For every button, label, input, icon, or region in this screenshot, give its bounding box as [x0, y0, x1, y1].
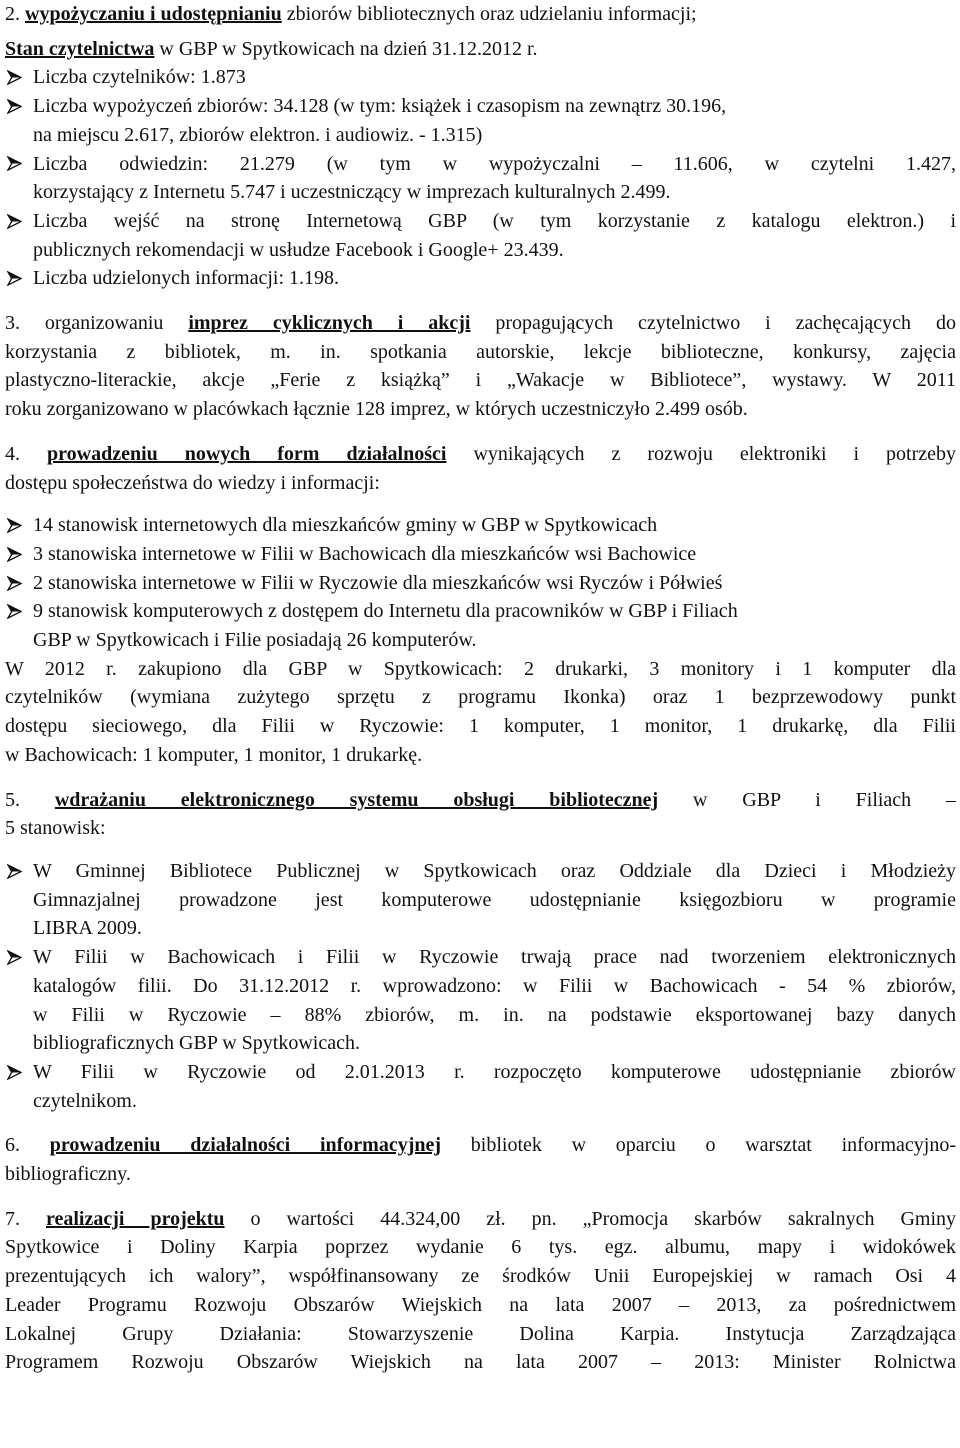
section-2-heading: [5, 0, 956, 29]
list-item-text: Liczba udzielonych informacji: 1.198.: [33, 267, 340, 290]
section-3-line: [5, 309, 956, 338]
list-item-text: bibliograficznych GBP w Spytkowicach.: [33, 1032, 360, 1055]
section-5-key-phrase: wdrażaniu elektronicznego systemu obsługi bibliotecznej: [54, 788, 659, 811]
section-3-line: plastyczno-literackie, akcje „Ferie z książką” i „Wakacje w Bibliotece”, wystawy. W 2011: [5, 369, 956, 392]
section-7-line: [5, 1205, 956, 1234]
section-number: 7.: [5, 1207, 20, 1230]
list-item-text: na miejscu 2.617, zbiorów elektron. i audiowiz. - 1.315): [33, 123, 483, 146]
section-6-text: bibliotek w oparciu o warsztat informacyjno-: [441, 1134, 956, 1157]
arrowhead-bullet-icon: [7, 207, 27, 236]
section-7-key-phrase: realizacji projektu: [45, 1207, 225, 1230]
list-item-text: 9 stanowisk komputerowych z dostępem do Internetu dla pracowników w GBP i Filiach: [33, 600, 738, 623]
section-4-line: dostępu sieciowego, dla Filii w Ryczowie: 1 komputer, 1 monitor, 1 drukarkę, dla Filii: [5, 715, 956, 738]
arrowhead-bullet-icon: [7, 511, 27, 540]
section-4-line: [5, 440, 956, 469]
section-7-line: Spytkowice i Doliny Karpia poprzez wydanie 6 tys. egz. albumu, mapy i widokówek: [5, 1236, 956, 1259]
list-item-text: W Filii w Bachowicach i Filii w Ryczowie trwają prace nad tworzeniem elektronicznych: [33, 946, 956, 969]
list-item-text: katalogów filii. Do 31.12.2012 r. wprowadzono: w Filii w Bachowicach - 54 % zbiorów,: [33, 974, 956, 997]
section-7-line: prezentujących ich walory”, współfinansowany ze środków Unii Europejskiej w ramach Osi 4: [5, 1265, 956, 1288]
list-item-text: Liczba czytelników: 1.873: [33, 66, 246, 89]
section-2-heading-text: zbiorów bibliotecznych oraz udzielaniu informacji;: [281, 3, 697, 25]
list-item-text: publicznych rekomendacji w usłudze Facebook i Google+ 23.439.: [33, 238, 564, 261]
section-number: 3.: [5, 312, 20, 335]
section-6: [5, 1131, 956, 1188]
list-item-text: czytelnikom.: [33, 1089, 137, 1112]
spacer: [5, 424, 956, 440]
arrowhead-bullet-icon: [7, 63, 27, 92]
arrowhead-bullet-icon: [7, 943, 27, 972]
list-item: [5, 597, 956, 654]
section-4-line: czytelników (wymiana zużytego sprzętu z programu Ikonka) oraz 1 bezprzewodowy punkt: [5, 686, 956, 709]
list-item-text: Liczba wejść na stronę Internetową GBP (w tym korzystanie z katalogu elektron.) i: [33, 209, 956, 232]
list-item: [5, 264, 956, 293]
section-6-line: bibliograficzny.: [5, 1163, 131, 1186]
section-2-subheading: [5, 35, 956, 64]
arrowhead-bullet-icon: [7, 150, 27, 179]
arrowhead-bullet-icon: [7, 1058, 27, 1087]
section-7: [5, 1205, 956, 1377]
section-3-line: korzystania z bibliotek, m. in. spotkania autorskie, lekcje biblioteczne, konkursy, zajęcia: [5, 340, 956, 363]
section-7-line: Lokalnej Grupy Działania: Stowarzyszenie Dolina Karpia. Instytucja Zarządzająca: [5, 1322, 956, 1345]
arrowhead-bullet-icon: [7, 264, 27, 293]
list-item-text: korzystający z Internetu 5.747 i uczestniczący w imprezach kulturalnych 2.499.: [33, 181, 671, 204]
list-item: [5, 150, 956, 207]
arrowhead-bullet-icon: [7, 540, 27, 569]
list-item-text: 2 stanowiska internetowe w Filii w Ryczowie dla mieszkańców wsi Ryczów i Półwieś: [33, 571, 723, 594]
list-item: [5, 1058, 956, 1115]
spacer: [5, 770, 956, 786]
section-number: 5.: [5, 788, 20, 811]
list-item-text: 3 stanowiska internetowe w Filii w Bachowicach dla mieszkańców wsi Bachowice: [33, 542, 697, 565]
section-4-key-phrase: prowadzeniu nowych form działalności: [46, 442, 447, 465]
section-4-line: w Bachowicach: 1 komputer, 1 monitor, 1 drukarkę.: [5, 743, 423, 766]
spacer: [5, 293, 956, 309]
section-5-line: [5, 786, 956, 815]
spacer: [5, 1115, 956, 1131]
list-item-text: GBP w Spytkowicach i Filie posiadają 26 komputerów.: [33, 629, 477, 652]
arrowhead-bullet-icon: [7, 857, 27, 886]
section-3-text: organizowaniu: [20, 312, 189, 335]
list-item-text: Liczba wypożyczeń zbiorów: 34.128 (w tym: książek i czasopism na zewnątrz 30.196,: [33, 95, 727, 118]
section-7-line: Programem Rozwoju Obszarów Wiejskich na lata 2007 – 2013: Minister Rolnictwa: [5, 1351, 956, 1374]
section-5-line: 5 stanowisk:: [5, 817, 106, 840]
list-item: [5, 569, 956, 598]
section-number: 6.: [5, 1134, 20, 1157]
arrowhead-bullet-icon: [7, 597, 27, 626]
section-4-text: wynikających z rozwoju elektroniki i potrzeby: [446, 442, 956, 465]
section-2: [5, 0, 956, 293]
stan-czytelnictwa-label: Stan czytelnictwa: [5, 37, 155, 60]
section-3-key-phrase: imprez cyklicznych i akcji: [188, 312, 471, 335]
list-item-text: Liczba odwiedzin: 21.279 (w tym w wypożyczalni – 11.606, w czytelni 1.427,: [33, 152, 956, 175]
list-item: [5, 63, 956, 92]
section-4-line: W 2012 r. zakupiono dla GBP w Spytkowicach: 2 drukarki, 3 monitory i 1 komputer dla: [5, 657, 956, 680]
spacer: [5, 1189, 956, 1205]
list-item: [5, 207, 956, 264]
list-item-text: W Gminnej Bibliotece Publicznej w Spytkowicach oraz Oddziale dla Dzieci i Młodzieży: [33, 859, 956, 882]
section-7-line: Leader Programu Rozwoju Obszarów Wiejskich na lata 2007 – 2013, za pośrednictwem: [5, 1293, 956, 1316]
spacer: [5, 843, 956, 857]
list-item: [5, 92, 956, 149]
list-item-text: LIBRA 2009.: [33, 917, 142, 940]
section-4: [5, 440, 956, 770]
list-item-text: 14 stanowisk internetowych dla mieszkańców gminy w GBP w Spytkowicach: [33, 514, 658, 537]
section-3-line: roku zorganizowano w placówkach łącznie 128 imprez, w których uczestniczyło 2.499 osób.: [5, 398, 748, 421]
section-4-line: dostępu społeczeństwa do wiedzy i informacji:: [5, 471, 380, 494]
list-item: [5, 943, 956, 1058]
section-7-text: o wartości 44.324,00 zł. pn. „Promocja skarbów sakralnych Gminy: [224, 1207, 957, 1230]
section-3-text: propagujących czytelnictwo i zachęcających do: [470, 312, 956, 335]
stan-czytelnictwa-text: w GBP w Spytkowicach na dzień 31.12.2012 r.: [154, 37, 538, 60]
list-item-text: W Filii w Ryczowie od 2.01.2013 r. rozpoczęto komputerowe udostępnianie zbiorów: [33, 1060, 956, 1083]
section-number: 4.: [5, 442, 20, 465]
list-item-text: w Filii w Ryczowie – 88% zbiorów, m. in. na podstawie eksportowanej bazy danych: [33, 1003, 956, 1026]
section-5-text: w GBP i Filiach –: [658, 788, 957, 811]
list-item: [5, 511, 956, 540]
arrowhead-bullet-icon: [7, 569, 27, 598]
section-6-key-phrase: prowadzeniu działalności informacyjnej: [49, 1134, 442, 1157]
section-2-key-phrase: wypożyczaniu i udostępnianiu: [25, 3, 282, 25]
list-item: [5, 540, 956, 569]
section-3: [5, 309, 956, 424]
spacer: [5, 497, 956, 511]
arrowhead-bullet-icon: [7, 92, 27, 121]
section-number: 2.: [5, 3, 20, 25]
list-item: [5, 857, 956, 943]
list-item-text: Gimnazjalnej prowadzone jest komputerowe udostępnianie księgozbioru w programie: [33, 888, 956, 911]
section-5: [5, 786, 956, 1116]
section-6-line: [5, 1131, 956, 1160]
